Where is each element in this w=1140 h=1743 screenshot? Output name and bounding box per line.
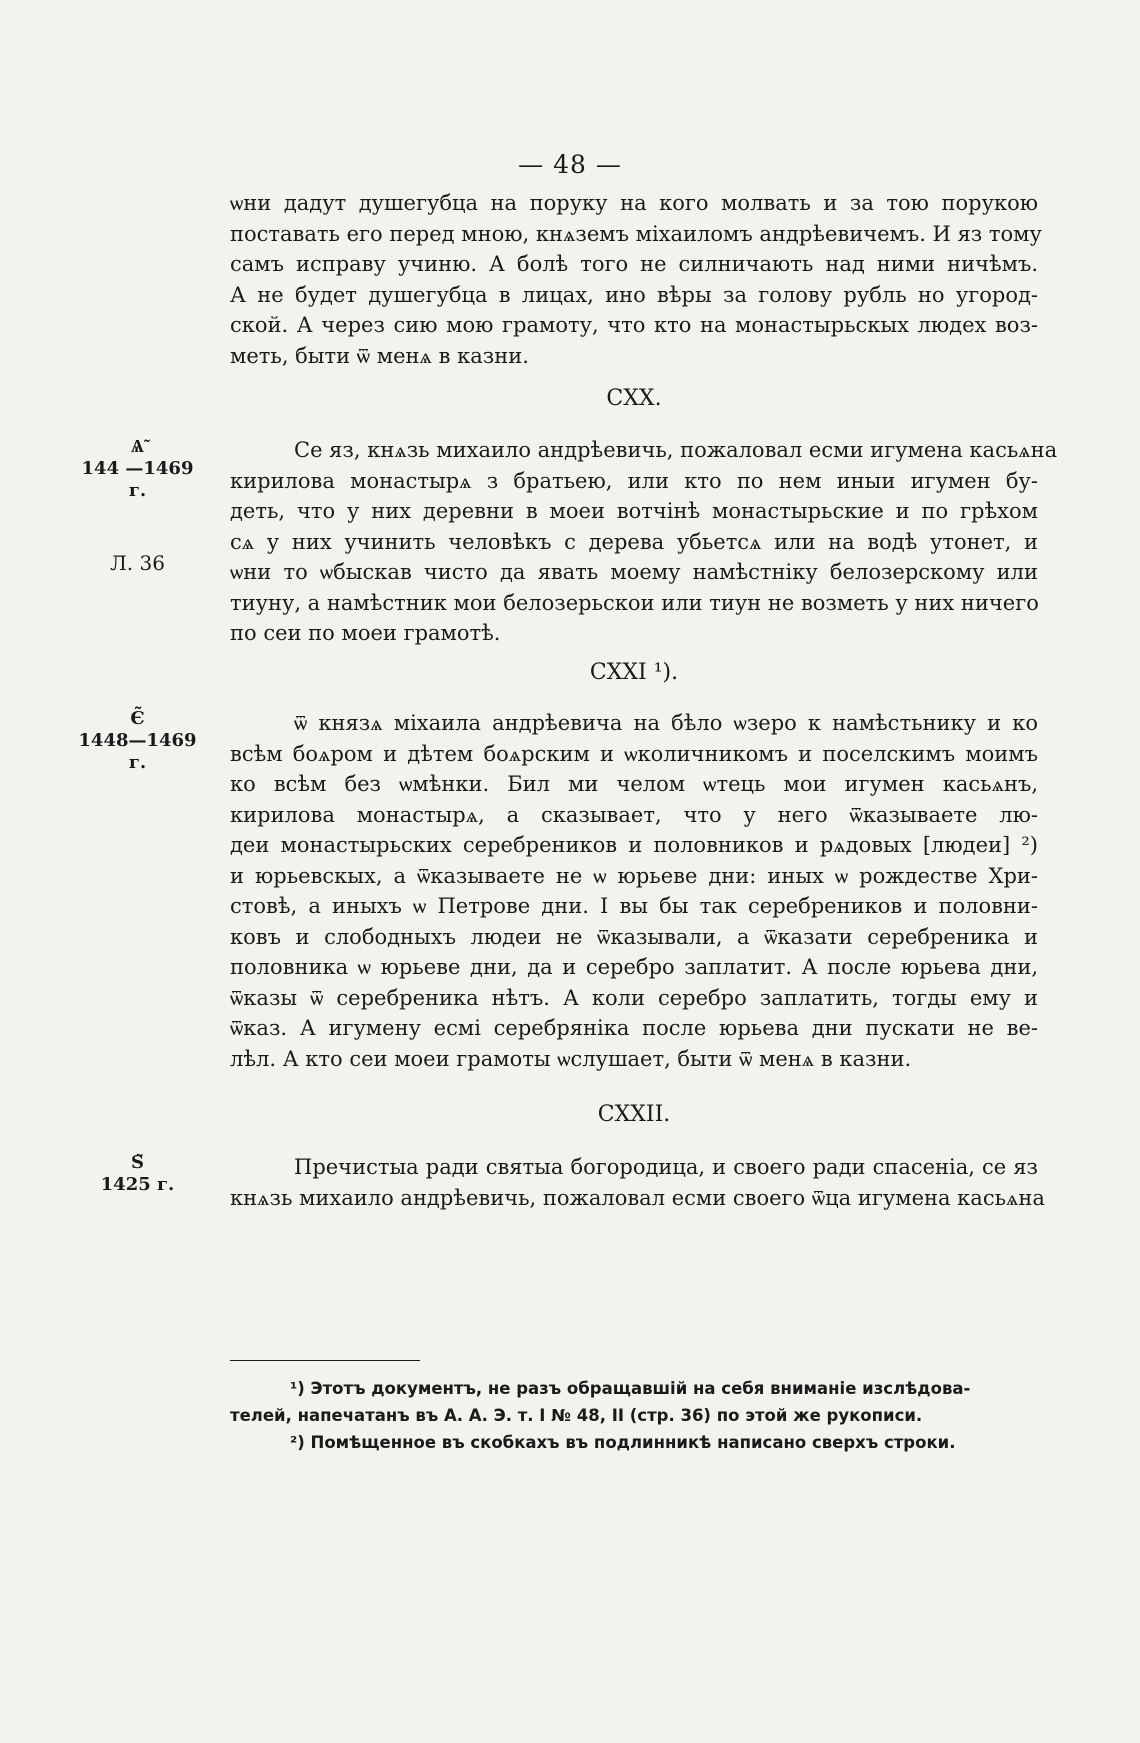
- section-heading-cxxi: CXXI ¹).: [589, 660, 679, 685]
- text-line: ѿказ. А игумену есмі серебряніка после юрьева дни пускати не ве-: [230, 1016, 1038, 1040]
- text-line: ѡни дадут душегубца на поруку на кого молвать и за тою порукою: [230, 191, 1038, 215]
- section-heading-cxx: CXX.: [606, 386, 662, 411]
- margin-letter: Є̃: [130, 708, 145, 729]
- section-cxxi-text: [230, 708, 1038, 1074]
- margin-folio-ref: Л. 36: [110, 551, 165, 575]
- text-line: кирилова монастырѧ з братьею, или кто по нем иныи игумен бу-: [230, 468, 1038, 493]
- text-line: тиуну, а намѣстник мои белозерьскои или тиун не возметь у них ничего: [230, 590, 1039, 615]
- footnote-divider: [230, 1360, 420, 1361]
- page-number: — 48 —: [518, 150, 622, 179]
- section-cxxii-text: [230, 1152, 1045, 1213]
- section-heading-cxxii: CXXII.: [597, 1102, 671, 1127]
- text-line: ковъ и слободныхъ людеи не ѿказывали, а ѿказати серебреника и: [230, 924, 1038, 949]
- text-line: А не будет душегубца в лицах, ино вѣры за голову рубль но угород-: [230, 282, 1038, 307]
- footnote-1-line: ¹) Этотъ документъ, не разъ обращавшій на себя вниманіе изслѣдова-: [290, 1379, 971, 1398]
- footnote-1-line: телей, напечатанъ въ А. А. Э. т. I № 48, II (стр. 36) по этой же рукописи.: [230, 1406, 923, 1425]
- text-line: поставать его перед мною, кнѧземъ міхаиломъ андрѣевичемъ. И яз тому: [230, 221, 1042, 246]
- text-line: по сеи по моеи грамотѣ.: [230, 621, 501, 645]
- text-line: ѿ князѧ міхаила андрѣевича на бѣло ѡзеро к намѣстьнику и ко: [294, 711, 1038, 735]
- text-line: деть, что у них деревни в моеи вотчінѣ монастырьские и по грѣхом: [230, 499, 1038, 523]
- margin-note-cxx: [70, 436, 205, 502]
- margin-note-cxxi: [70, 708, 205, 774]
- text-line: меть, быти ѿ менѧ в казни.: [230, 343, 529, 368]
- text-line: кирилова монастырѧ, а сказывает, что у него ѿказываете лю-: [230, 802, 1038, 827]
- text-line: кнѧзь михаило андрѣевичь, пожаловал есми своего ѿца игумена касьѧна: [230, 1185, 1045, 1210]
- footnotes: [230, 1375, 1038, 1456]
- margin-date: 1448—1469 г.: [78, 730, 197, 773]
- text-line: Пречистыа ради святыа богородица, и своего ради спасеніа, се яз: [294, 1155, 1038, 1179]
- text-line: самъ исправу учиню. А болѣ того не силничають над ними ничѣмъ.: [230, 252, 1038, 276]
- section-cxx-text: [230, 435, 1058, 649]
- text-line: Се яз, кнѧзь михаило андрѣевичь, пожаловал есми игумена касьѧна: [294, 438, 1058, 462]
- text-line: сѧ у них учинить человѣкъ с дерева убьетсѧ или на водѣ утонет, и: [230, 529, 1038, 554]
- margin-letter: Ѧ̃: [131, 436, 144, 457]
- continuation-paragraph: [230, 188, 1042, 371]
- text-line: ѡни то ѡбыскав чисто да явать моему намѣстніку белозерскому или: [230, 560, 1038, 584]
- text-line: ко всѣм без ѡмѣнки. Бил ми челом ѡтець мои игумен касьѧнъ,: [230, 772, 1038, 796]
- margin-date: 1425 г.: [100, 1174, 175, 1195]
- footnote-2: ²) Помѣщенное въ скобкахъ въ подлинникѣ написано сверхъ строки.: [290, 1433, 956, 1452]
- text-line: всѣм боѧром и дѣтем боѧрским и ѡколичникомъ и поселскимъ моимъ: [230, 741, 1038, 766]
- text-line: деи монастырьских серебреников и половников и рѧдовых [людеи] ²): [230, 833, 1038, 857]
- text-line: половника ѡ юрьеве дни, да и серебро заплатит. А после юрьева дни,: [230, 955, 1038, 979]
- text-line: стовѣ, а иныхъ ѡ Петрове дни. І вы бы так серебреников и половни-: [230, 894, 1038, 918]
- text-line: лѣл. А кто сеи моеи грамоты ѡслушает, быти ѿ менѧ в казни.: [230, 1046, 912, 1071]
- text-line: ѿказы ѿ серебреника нѣтъ. А коли серебро заплатить, тогды ему и: [230, 985, 1038, 1010]
- margin-date: 144 —1469 г.: [81, 458, 194, 501]
- margin-letter: Ѕ̃: [131, 1152, 144, 1173]
- text-line: и юрьевскых, а ѿказываете не ѡ юрьеве дни: иных ѡ рождестве Хри-: [230, 863, 1038, 888]
- text-line: ской. А через сию мою грамоту, что кто на монастырьскых людех воз-: [230, 313, 1038, 337]
- margin-note-cxxii: [70, 1152, 205, 1196]
